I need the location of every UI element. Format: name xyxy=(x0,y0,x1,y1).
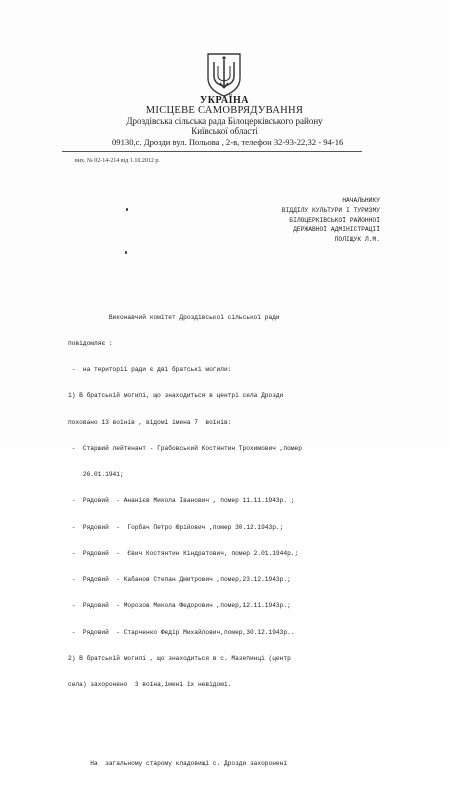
body-line: села) захоронено 3 воїна,імені їх невідомі. xyxy=(68,681,232,688)
body-line: Виконавчий комітет Дроздівської сільської ради xyxy=(68,313,280,321)
body-line: - Рядовий - Ананієв Микола Іванович , помер 11.11.1943р. ; xyxy=(68,497,295,505)
recipient-line: ДЕРЖАВНОЇ АДМІНІСТРАЦІЇ xyxy=(293,226,380,234)
body-line: - Рядовий - Євич Костянтин Кіндратович, помер 2.01.1944р.; xyxy=(68,549,299,557)
country-name: УКРАЇНА xyxy=(199,95,250,106)
body-line: повідомляє : xyxy=(68,339,113,347)
body-line: 2) В братській могилі , що знаходиться в с. Мазепинці (центр xyxy=(68,654,291,662)
letter-body xyxy=(68,296,388,812)
header-divider xyxy=(62,151,362,152)
body-line xyxy=(68,734,388,743)
body-line: - Старший лейтенант - Грабовський Костянтин Трохимович ,помер xyxy=(68,444,302,452)
scan-speck xyxy=(126,208,128,211)
body-line: поховано 13 воїнів , відомі імена 7 воїнів: xyxy=(68,418,232,426)
address-line: 09130,с. Дрозди вул. Польова , 2-в, телефон 32-93-22,32 - 94-16 xyxy=(112,137,344,147)
government-title: МІСЦЕВЕ САМОВРЯДУВАННЯ xyxy=(145,105,304,116)
recipient-block xyxy=(200,196,380,245)
body-line xyxy=(68,786,388,795)
recipient-line: БІЛОЦЕРКІВСЬКОЇ РАЙОННОЇ xyxy=(289,216,380,224)
body-line: На загальному старому кладовищі с. Дрозди захоронені xyxy=(68,759,288,767)
body-line: - на території ради є дві братські могили: xyxy=(68,366,232,373)
recipient-line: ВІДДІЛУ КУЛЬТУРИ І ТУРИЗМУ xyxy=(281,206,380,214)
scan-speck xyxy=(125,251,127,254)
body-line: - Рядовий - Морозов Микола Федорович ,помер,12.11.1943р.; xyxy=(68,602,291,610)
body-line: 1) В братській могилі, що знаходиться в центрі села Дрозди xyxy=(68,392,284,400)
body-line: - Рядовий - Кабанов Степан Дмитрович ,помер,23.12.1943р.; xyxy=(68,576,291,583)
recipient-line: НАЧАЛЬНИКУ xyxy=(342,197,380,204)
region-name: Київської області xyxy=(191,126,258,136)
body-line: - Рядовий - Старченко Федір Михайлович,помер,30.12.1943р.. xyxy=(68,628,295,636)
body-line: - Рядовий - Горбач Петро Юрійович ,помер 30.12.1943р.; xyxy=(68,523,284,531)
outgoing-reference: вих. № 02-14-214 від 1.10.2012 р. xyxy=(75,158,160,164)
body-line: 26.01.1941; xyxy=(68,471,124,478)
body-line xyxy=(68,707,388,716)
council-name: Дроздівська сільська рада Білоцерківського району xyxy=(126,116,323,126)
trident-emblem-icon xyxy=(200,52,248,98)
recipient-line: ПОЛІЩУК Л.М. xyxy=(334,236,380,244)
